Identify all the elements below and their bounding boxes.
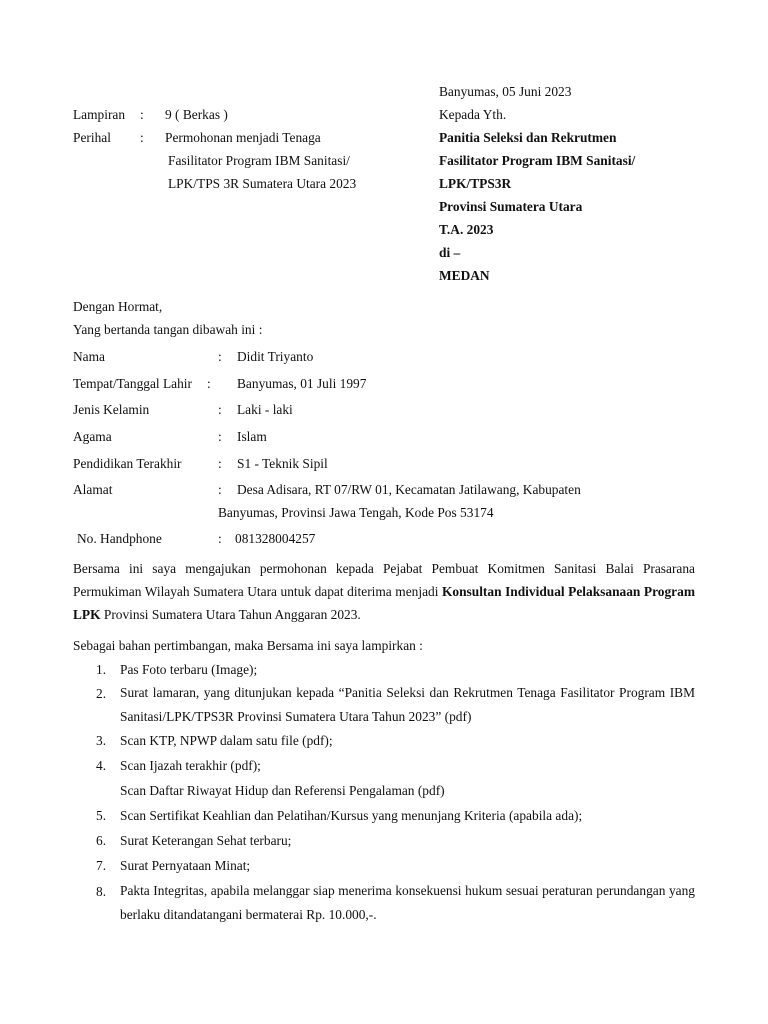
list-number: 7. (96, 858, 107, 873)
recipient-line: T.A. 2023 (439, 222, 494, 237)
list-number: 8. (96, 884, 107, 899)
identity-value: Laki - laki (237, 402, 293, 417)
list-number: 4. (96, 758, 107, 773)
handphone-value: 081328004257 (235, 531, 316, 546)
perihal-colon: : (140, 130, 144, 145)
identity-value: Islam (237, 429, 267, 444)
recipient-city: MEDAN (439, 268, 490, 283)
alamat-line-2: Banyumas, Provinsi Jawa Tengah, Kode Pos 53174 (218, 505, 494, 520)
perihal-line: Permohonan menjadi Tenaga (165, 130, 321, 145)
attachments-intro: Sebagai bahan pertimbangan, maka Bersama ini saya lampirkan : (73, 638, 423, 653)
identity-label: Nama (73, 349, 105, 364)
identity-label: Agama (73, 429, 112, 444)
paragraph-text: Provinsi Sumatera Utara Tahun Anggaran 2023. (100, 607, 361, 622)
recipient-line: di – (439, 245, 461, 260)
identity-value: Didit Triyanto (237, 349, 314, 364)
identity-label: Jenis Kelamin (73, 402, 150, 417)
recipient-line: Fasilitator Program IBM Sanitasi/ (439, 153, 636, 168)
identity-colon: : (218, 349, 222, 364)
recipient-line: Provinsi Sumatera Utara (439, 199, 583, 214)
list-item: Scan Daftar Riwayat Hidup dan Referensi Pengalaman (pdf) (120, 783, 445, 798)
handphone-label: No. Handphone (77, 531, 162, 546)
identity-label: Alamat (73, 482, 113, 497)
identity-value: S1 - Teknik Sipil (237, 456, 328, 471)
identity-value: Desa Adisara, RT 07/RW 01, Kecamatan Jatilawang, Kabupaten (237, 482, 581, 497)
identity-label: Pendidikan Terakhir (73, 456, 182, 471)
identity-value: Banyumas, 01 Juli 1997 (237, 376, 367, 391)
list-item: Surat Pernyataan Minat; (120, 858, 251, 873)
position-title: Konsultan Individual Pelaksanaan Program LPK (73, 584, 695, 622)
identity-label: Tempat/Tanggal Lahir (73, 376, 192, 391)
application-paragraph (73, 557, 695, 626)
list-item: Pas Foto terbaru (Image); (120, 662, 258, 677)
list-item: Surat lamaran, yang ditunjukan kepada “Panitia Seleksi dan Rekrutmen Tenaga Fasilitator Program IBM Sanitasi/LPK/TPS3R Provinsi Sumatera Utara Tahun 2023” (pdf) (120, 685, 695, 724)
identity-colon: : (218, 402, 222, 417)
list-item: Scan Ijazah terakhir (pdf); (120, 758, 261, 773)
list-number: 1. (96, 662, 107, 677)
lampiran-value: 9 ( Berkas ) (165, 107, 228, 122)
identity-colon: : (218, 429, 222, 444)
letter-date: Banyumas, 05 Juni 2023 (439, 84, 572, 99)
identity-colon: : (218, 482, 222, 497)
intro-text: Yang bertanda tangan dibawah ini : (73, 322, 263, 337)
recipient-line: LPK/TPS3R (439, 176, 512, 191)
list-item: Scan KTP, NPWP dalam satu file (pdf); (120, 733, 333, 748)
kepada-yth: Kepada Yth. (439, 107, 507, 122)
list-number: 3. (96, 733, 107, 748)
lampiran-colon: : (140, 107, 144, 122)
list-item: Scan Sertifikat Keahlian dan Pelatihan/Kursus yang menunjang Kriteria (apabila ada); (120, 808, 583, 823)
list-item: Pakta Integritas, apabila melanggar siap menerima konsekuensi hukum sesuai peraturan perundangan yang berlaku ditandatangani bermaterai Rp. 10.000,-. (120, 883, 695, 922)
greeting: Dengan Hormat, (73, 299, 163, 314)
list-item: Surat Keterangan Sehat terbaru; (120, 833, 292, 848)
list-number: 5. (96, 808, 107, 823)
perihal-line: Fasilitator Program IBM Sanitasi/ (168, 153, 350, 168)
lampiran-label: Lampiran (73, 107, 126, 122)
identity-colon: : (207, 376, 211, 391)
handphone-colon: : (218, 531, 222, 546)
perihal-label: Perihal (73, 130, 111, 145)
paragraph-text: Bersama ini saya mengajukan permohonan kepada Pejabat Pembuat Komitmen Sanitasi Balai Prasarana Permukiman Wilayah Sumatera Utara untuk dapat diterima menjadi (73, 561, 695, 599)
recipient-line: Panitia Seleksi dan Rekrutmen (439, 130, 617, 145)
list-number: 6. (96, 833, 107, 848)
perihal-line: LPK/TPS 3R Sumatera Utara 2023 (168, 176, 357, 191)
identity-colon: : (218, 456, 222, 471)
list-number: 2. (96, 686, 107, 701)
